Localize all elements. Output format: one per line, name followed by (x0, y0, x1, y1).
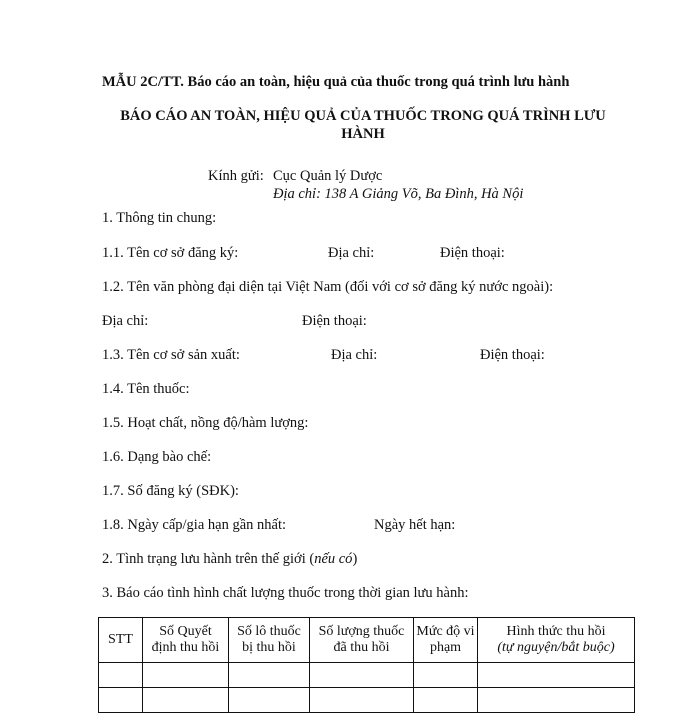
field-office-address: Địa chỉ: (102, 313, 149, 329)
world-status-text: 2. Tình trạng lưu hành trên thế giới ( (102, 551, 315, 567)
recall-table (98, 617, 635, 713)
field-expiry-date: Ngày hết hạn: (374, 517, 456, 533)
field-reg-phone: Điện thoại: (440, 245, 505, 261)
header-batch-number: Số lô thuốc bị thu hồi (229, 618, 310, 663)
section-world-status (102, 551, 357, 568)
header-quantity: Số lượng thuốc đã thu hồi (310, 618, 414, 663)
table-cell[interactable] (229, 663, 310, 688)
field-office-phone: Điện thoại: (302, 313, 367, 329)
field-drug-name: 1.4. Tên thuốc: (102, 381, 190, 397)
table-cell[interactable] (310, 663, 414, 688)
table-cell[interactable] (414, 688, 478, 713)
table-cell[interactable] (99, 688, 143, 713)
kinh-gui-label: Kính gửi: (208, 168, 264, 184)
field-reg-number: 1.7. Số đăng ký (SĐK): (102, 483, 239, 499)
field-dosage-form: 1.6. Dạng bào chế: (102, 449, 212, 465)
world-status-close: ) (352, 551, 358, 567)
field-manufacturer: 1.3. Tên cơ sở sản xuất: (102, 347, 240, 363)
table-cell[interactable] (229, 688, 310, 713)
table-cell[interactable] (143, 663, 229, 688)
field-reg-name: 1.1. Tên cơ sở đăng ký: (102, 245, 239, 261)
form-title-line2: HÀNH (341, 126, 385, 142)
form-title-line1: BÁO CÁO AN TOÀN, HIỆU QUẢ CỦA THUỐC TRONG QUÁ TRÌNH LƯU (120, 108, 606, 124)
table-header-row (99, 618, 635, 663)
form-code-line: MẪU 2C/TT. Báo cáo an toàn, hiệu quả của thuốc trong quá trình lưu hành (102, 74, 570, 90)
table-cell[interactable] (310, 688, 414, 713)
recipient-address: Địa chỉ: 138 A Giảng Võ, Ba Đình, Hà Nội (273, 186, 524, 202)
header-recall-type: Hình thức thu hồi (tự nguyện/bắt buộc) (478, 618, 635, 663)
table-row (99, 688, 635, 713)
field-mfr-phone: Điện thoại: (480, 347, 545, 363)
recipient: Cục Quản lý Dược (273, 168, 383, 184)
field-office-name: 1.2. Tên văn phòng đại diện tại Việt Nam (đối với cơ sở đăng ký nước ngoài): (102, 279, 554, 295)
section-quality-report: 3. Báo cáo tình hình chất lượng thuốc trong thời gian lưu hành: (102, 585, 469, 601)
section-general-info: 1. Thông tin chung: (102, 210, 217, 226)
field-reg-address: Địa chỉ: (328, 245, 375, 261)
field-mfr-address: Địa chỉ: (331, 347, 378, 363)
table-cell[interactable] (143, 688, 229, 713)
field-active-ingredient: 1.5. Hoạt chất, nồng độ/hàm lượng: (102, 415, 309, 431)
table-cell[interactable] (99, 663, 143, 688)
table-cell[interactable] (478, 688, 635, 713)
header-stt: STT (99, 618, 143, 663)
table-cell[interactable] (414, 663, 478, 688)
field-issue-date: 1.8. Ngày cấp/gia hạn gần nhất: (102, 517, 287, 533)
table-row (99, 663, 635, 688)
header-decision-number: Số Quyết định thu hồi (143, 618, 229, 663)
header-severity: Mức độ vi phạm (414, 618, 478, 663)
world-status-italic: nếu có (314, 551, 353, 567)
table-cell[interactable] (478, 663, 635, 688)
